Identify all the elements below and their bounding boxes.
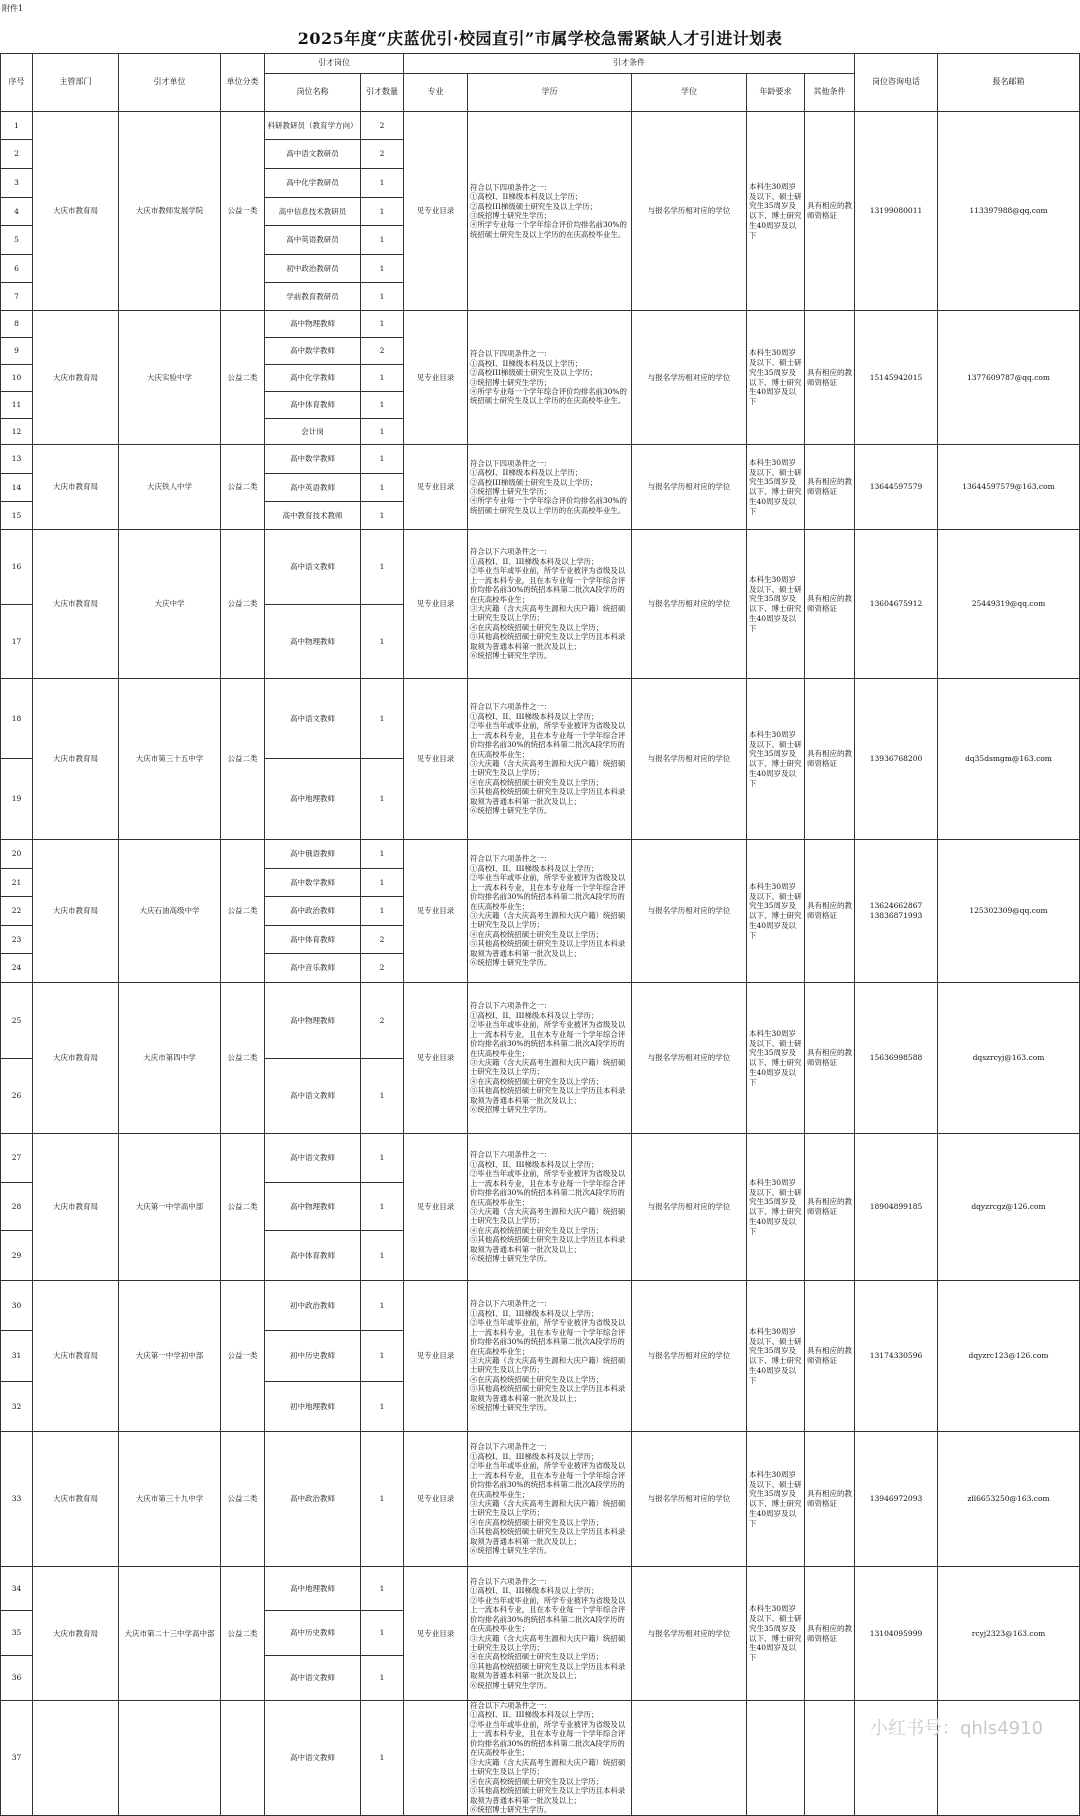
cell-count: 1 (361, 897, 404, 926)
cell-dept: 大庆市教育局 (33, 112, 119, 311)
cell-degree: 与报名学历相对应的学位 (632, 1281, 747, 1432)
page-title: 2025年度“庆蓝优引·校园直引”市属学校急需紧缺人才引进计划表 (297, 29, 783, 48)
cell-category: 公益二类 (221, 1567, 265, 1701)
row-seq: 15 (1, 502, 33, 530)
cell-other: 具有相应的教师资格证 (805, 530, 855, 679)
cell-post-name: 高中音乐教师 (265, 954, 361, 983)
row-seq: 30 (1, 1281, 33, 1331)
cell-major: 见专业目录 (404, 679, 468, 840)
attachment-label: 附件1 (2, 4, 24, 13)
cell-count: 1 (361, 1567, 404, 1611)
row-seq: 23 (1, 926, 33, 954)
header-major: 专业 (404, 74, 468, 112)
header-email: 报名邮箱 (938, 54, 1080, 112)
cell-post-name: 高中语文教师 (265, 1701, 361, 1816)
cell-major: 见专业目录 (404, 112, 468, 311)
cell-dept: 大庆市教育局 (33, 679, 119, 840)
cell-post-name: 高中教育技术教师 (265, 502, 361, 530)
header-age: 年龄要求 (747, 74, 805, 112)
cell-degree: 与报名学历相对应的学位 (632, 983, 747, 1134)
table-row (1, 1432, 1080, 1567)
cell-post-name: 初中地理教师 (265, 1382, 361, 1432)
cell-email[interactable]: 113397988@qq.com (938, 112, 1080, 311)
cell-unit: 大庆市第二十三中学高中部 (119, 1567, 221, 1701)
header-condition-group: 引才条件 (404, 54, 855, 74)
cell-count: 1 (361, 1231, 404, 1281)
row-seq: 27 (1, 1134, 33, 1183)
row-seq: 25 (1, 983, 33, 1059)
row-seq: 16 (1, 530, 33, 605)
cell-post-name: 高中历史教师 (265, 1611, 361, 1656)
cell-post-name: 高中地理教师 (265, 759, 361, 840)
cell-count: 2 (361, 140, 404, 169)
cell-major: 见专业目录 (404, 1567, 468, 1701)
cell-major: 见专业目录 (404, 1281, 468, 1432)
cell-category: 公益一类 (221, 1281, 265, 1432)
cell-unit: 大庆铁人中学 (119, 445, 221, 530)
cell-dept (33, 1701, 119, 1816)
cell-dept: 大庆市教育局 (33, 530, 119, 679)
header-other: 其他条件 (805, 74, 855, 112)
cell-category: 公益二类 (221, 840, 265, 983)
cell-category: 公益二类 (221, 445, 265, 530)
cell-count: 1 (361, 1382, 404, 1432)
cell-unit: 大庆石油高级中学 (119, 840, 221, 983)
cell-phone: 15145942015 (855, 311, 938, 445)
cell-count: 2 (361, 926, 404, 954)
row-seq: 33 (1, 1432, 33, 1567)
header-phone: 岗位咨询电话 (855, 54, 938, 112)
cell-category: 公益二类 (221, 311, 265, 445)
header-category: 单位分类 (221, 54, 265, 112)
cell-major: 见专业目录 (404, 445, 468, 530)
cell-count: 1 (361, 1281, 404, 1331)
cell-count: 1 (361, 530, 404, 605)
cell-post-name: 初中政治教研员 (265, 255, 361, 283)
cell-post-name: 高中英语教研员 (265, 226, 361, 255)
cell-unit: 大庆市第三十五中学 (119, 679, 221, 840)
cell-phone: 13604675912 (855, 530, 938, 679)
row-seq: 28 (1, 1183, 33, 1231)
row-seq: 5 (1, 226, 33, 255)
cell-post-name: 高中物理教师 (265, 605, 361, 679)
cell-count: 1 (361, 169, 404, 198)
table-row (1, 445, 1080, 474)
cell-degree: 与报名学历相对应的学位 (632, 1432, 747, 1567)
row-seq: 7 (1, 283, 33, 311)
cell-other: 具有相应的教师资格证 (805, 1281, 855, 1432)
cell-email[interactable]: dqyzrcgz@126.com (938, 1134, 1080, 1281)
cell-degree: 与报名学历相对应的学位 (632, 530, 747, 679)
cell-education-conditions: 符合以下六项条件之一： ①高校I、II、III梯级本科及以上学历； ②毕业当年或毕业前，所学专业被评为省级及以上一流本科专业，且在本专业每一个学年综合评价均排名前30%的统招本科第二批次A段学历的在庆高校毕业生； ③大庆籍（含大庆高考生源和大庆户籍）统招硕士研究生及以上学历； ④在庆高校统招硕士研究生及以上学历； ⑤其他高校统招硕士研究生及以上学历且本科录取须为普通本科第一批次及以上； ⑥统招博士研究生学历。 (468, 1701, 632, 1816)
cell-count: 1 (361, 392, 404, 419)
row-seq: 36 (1, 1656, 33, 1701)
cell-education-conditions: 符合以下六项条件之一： ①高校I、II、III梯级本科及以上学历； ②毕业当年或毕业前，所学专业被评为省级及以上一流本科专业，且在本专业每一个学年综合评价均排名前30%的统招本科第二批次A段学历的在庆高校毕业生； ③大庆籍（含大庆高考生源和大庆户籍）统招硕士研究生及以上学历； ④在庆高校统招硕士研究生及以上学历； ⑤其他高校统招硕士研究生及以上学历且本科录取须为普通本科第一批次及以上； ⑥统招博士研究生学历。 (468, 679, 632, 840)
cell-education-conditions: 符合以下六项条件之一： ①高校I、II、III梯级本科及以上学历； ②毕业当年或毕业前，所学专业被评为省级及以上一流本科专业，且在本专业每一个学年综合评价均排名前30%的统招本科第二批次A段学历的在庆高校毕业生； ③大庆籍（含大庆高考生源和大庆户籍）统招硕士研究生及以上学历； ④在庆高校统招硕士研究生及以上学历； ⑤其他高校统招硕士研究生及以上学历且本科录取须为普通本科第一批次及以上； ⑥统招博士研究生学历。 (468, 1567, 632, 1701)
cell-email[interactable]: rcyj2323@163.com (938, 1567, 1080, 1701)
cell-post-name: 高中物理教师 (265, 1183, 361, 1231)
cell-post-name: 高中数学教师 (265, 338, 361, 365)
cell-count: 1 (361, 1183, 404, 1231)
cell-other: 具有相应的教师资格证 (805, 1432, 855, 1567)
cell-unit: 大庆实验中学 (119, 311, 221, 445)
cell-age: 本科生30周岁及以下、硕士研究生35周岁及以下、博士研究生40周岁及以下 (747, 1134, 805, 1281)
cell-post-name: 学前教育教研员 (265, 283, 361, 311)
cell-post-name: 高中语文教师 (265, 1656, 361, 1701)
cell-count: 1 (361, 1611, 404, 1656)
cell-dept: 大庆市教育局 (33, 1281, 119, 1432)
cell-unit: 大庆市教师发展学院 (119, 112, 221, 311)
header-degree: 学位 (632, 74, 747, 112)
cell-major: 见专业目录 (404, 983, 468, 1134)
cell-phone: 13936768200 (855, 679, 938, 840)
cell-phone: 13624662867 13836871993 (855, 840, 938, 983)
row-seq: 8 (1, 311, 33, 338)
cell-email[interactable]: 25449319@qq.com (938, 530, 1080, 679)
row-seq: 10 (1, 365, 33, 392)
cell-count: 1 (361, 1134, 404, 1183)
cell-education-conditions: 符合以下六项条件之一： ①高校I、II、III梯级本科及以上学历； ②毕业当年或毕业前，所学专业被评为省级及以上一流本科专业，且在本专业每一个学年综合评价均排名前30%的统招本科第二批次A段学历的在庆高校毕业生； ③大庆籍（含大庆高考生源和大庆户籍）统招硕士研究生及以上学历； ④在庆高校统招硕士研究生及以上学历； ⑤其他高校统招硕士研究生及以上学历且本科录取须为普通本科第一批次及以上； ⑥统招博士研究生学历。 (468, 1432, 632, 1567)
cell-major: 见专业目录 (404, 530, 468, 679)
cell-degree: 与报名学历相对应的学位 (632, 311, 747, 445)
cell-age (747, 1701, 805, 1816)
cell-degree (632, 1701, 747, 1816)
cell-count: 1 (361, 445, 404, 474)
cell-count: 1 (361, 679, 404, 759)
cell-post-name: 初中政治教师 (265, 1281, 361, 1331)
cell-count: 2 (361, 338, 404, 365)
cell-email[interactable]: 13644597579@163.com (938, 445, 1080, 530)
cell-other: 具有相应的教师资格证 (805, 983, 855, 1134)
cell-major: 见专业目录 (404, 1134, 468, 1281)
cell-unit: 大庆中学 (119, 530, 221, 679)
recruitment-table (0, 53, 1080, 1816)
row-seq: 35 (1, 1611, 33, 1656)
cell-category: 公益二类 (221, 1432, 265, 1567)
cell-count: 1 (361, 283, 404, 311)
cell-degree: 与报名学历相对应的学位 (632, 1567, 747, 1701)
table-row (1, 1134, 1080, 1183)
cell-education-conditions: 符合以下六项条件之一： ①高校I、II、III梯级本科及以上学历； ②毕业当年或毕业前，所学专业被评为省级及以上一流本科专业，且在本专业每一个学年综合评价均排名前30%的统招本科第二批次A段学历的在庆高校毕业生； ③大庆籍（含大庆高考生源和大庆户籍）统招硕士研究生及以上学历； ④在庆高校统招硕士研究生及以上学历； ⑤其他高校统招硕士研究生及以上学历且本科录取须为普通本科第一批次及以上； ⑥统招博士研究生学历。 (468, 530, 632, 679)
cell-post-name: 高中信息技术教研员 (265, 198, 361, 226)
cell-post-name: 高中语文教研员 (265, 140, 361, 169)
row-seq: 12 (1, 419, 33, 445)
cell-post-name: 高中体育教师 (265, 1231, 361, 1281)
cell-post-name: 初中历史教师 (265, 1331, 361, 1382)
cell-post-name: 高中俄语教师 (265, 840, 361, 869)
cell-other: 具有相应的教师资格证 (805, 1134, 855, 1281)
cell-phone: 13644597579 (855, 445, 938, 530)
cell-education-conditions: 符合以下四项条件之一： ①高校I、II梯级本科及以上学历； ②高校III梯级硕士研究生及以上学历； ③统招博士研究生学历； ④所学专业每一个学年综合评价均排名前30%的统招硕士研究生及以上学历的在庆高校毕业生。 (468, 112, 632, 311)
cell-post-name: 高中数学教师 (265, 445, 361, 474)
row-seq: 1 (1, 112, 33, 140)
cell-education-conditions: 符合以下六项条件之一： ①高校I、II、III梯级本科及以上学历； ②毕业当年或毕业前，所学专业被评为省级及以上一流本科专业，且在本专业每一个学年综合评价均排名前30%的统招本科第二批次A段学历的在庆高校毕业生； ③大庆籍（含大庆高考生源和大庆户籍）统招硕士研究生及以上学历； ④在庆高校统招硕士研究生及以上学历； ⑤其他高校统招硕士研究生及以上学历且本科录取须为普通本科第一批次及以上； ⑥统招博士研究生学历。 (468, 983, 632, 1134)
row-seq: 9 (1, 338, 33, 365)
cell-count: 1 (361, 474, 404, 502)
row-seq: 24 (1, 954, 33, 983)
cell-count: 1 (361, 605, 404, 679)
header-post-group: 引才岗位 (265, 54, 404, 74)
table-row (1, 1281, 1080, 1331)
cell-post-name: 高中化学教研员 (265, 169, 361, 198)
cell-other: 具有相应的教师资格证 (805, 445, 855, 530)
cell-education-conditions: 符合以下六项条件之一： ①高校I、II、III梯级本科及以上学历； ②毕业当年或毕业前，所学专业被评为省级及以上一流本科专业，且在本专业每一个学年综合评价均排名前30%的统招本科第二批次A段学历的在庆高校毕业生； ③大庆籍（含大庆高考生源和大庆户籍）统招硕士研究生及以上学历； ④在庆高校统招硕士研究生及以上学历； ⑤其他高校统招硕士研究生及以上学历且本科录取须为普通本科第一批次及以上； ⑥统招博士研究生学历。 (468, 840, 632, 983)
cell-education-conditions: 符合以下六项条件之一： ①高校I、II、III梯级本科及以上学历； ②毕业当年或毕业前，所学专业被评为省级及以上一流本科专业，且在本专业每一个学年综合评价均排名前30%的统招本科第二批次A段学历的在庆高校毕业生； ③大庆籍（含大庆高考生源和大庆户籍）统招硕士研究生及以上学历； ④在庆高校统招硕士研究生及以上学历； ⑤其他高校统招硕士研究生及以上学历且本科录取须为普通本科第一批次及以上； ⑥统招博士研究生学历。 (468, 1281, 632, 1432)
cell-count: 1 (361, 1656, 404, 1701)
cell-post-name: 高中语文教师 (265, 1059, 361, 1134)
cell-post-name: 高中英语教师 (265, 474, 361, 502)
cell-category: 公益二类 (221, 530, 265, 679)
cell-age: 本科生30周岁及以下、硕士研究生35周岁及以下、博士研究生40周岁及以下 (747, 840, 805, 983)
cell-post-name: 科研教研员（教育学方向） (265, 112, 361, 140)
cell-dept: 大庆市教育局 (33, 445, 119, 530)
cell-post-name: 高中地理教师 (265, 1567, 361, 1611)
cell-category: 公益二类 (221, 983, 265, 1134)
header-dept: 主管部门 (33, 54, 119, 112)
cell-unit: 大庆第一中学初中部 (119, 1281, 221, 1432)
cell-degree: 与报名学历相对应的学位 (632, 840, 747, 983)
cell-count: 1 (361, 365, 404, 392)
cell-other (805, 1701, 855, 1816)
cell-count: 1 (361, 255, 404, 283)
cell-category (221, 1701, 265, 1816)
cell-phone: 18904899185 (855, 1134, 938, 1281)
row-seq: 21 (1, 869, 33, 897)
row-seq: 19 (1, 759, 33, 840)
cell-dept: 大庆市教育局 (33, 840, 119, 983)
row-seq: 3 (1, 169, 33, 198)
cell-major: 见专业目录 (404, 311, 468, 445)
row-seq: 34 (1, 1567, 33, 1611)
cell-count: 1 (361, 311, 404, 338)
table-row (1, 112, 1080, 140)
cell-other: 具有相应的教师资格证 (805, 679, 855, 840)
cell-category: 公益二类 (221, 679, 265, 840)
cell-count: 1 (361, 759, 404, 840)
cell-age: 本科生30周岁及以下、硕士研究生35周岁及以下、博士研究生40周岁及以下 (747, 983, 805, 1134)
row-seq: 29 (1, 1231, 33, 1281)
cell-post-name: 高中语文教师 (265, 530, 361, 605)
cell-education-conditions: 符合以下四项条件之一： ①高校I、II梯级本科及以上学历； ②高校III梯级硕士研究生及以上学历； ③统招博士研究生学历； ④所学专业每一个学年综合评价均排名前30%的统招硕士研究生及以上学历的在庆高校毕业生。 (468, 311, 632, 445)
table-row (1, 1567, 1080, 1611)
cell-count: 1 (361, 1331, 404, 1382)
row-seq: 37 (1, 1701, 33, 1816)
cell-unit: 大庆市第四中学 (119, 983, 221, 1134)
cell-category: 公益二类 (221, 1134, 265, 1281)
cell-count: 1 (361, 419, 404, 445)
cell-email[interactable]: dqszrcyj@163.com (938, 983, 1080, 1134)
cell-major (404, 1701, 468, 1816)
cell-category: 公益一类 (221, 112, 265, 311)
cell-degree: 与报名学历相对应的学位 (632, 1134, 747, 1281)
cell-post-name: 高中数学教师 (265, 869, 361, 897)
cell-count: 2 (361, 983, 404, 1059)
cell-education-conditions: 符合以下四项条件之一： ①高校I、II梯级本科及以上学历； ②高校III梯级硕士研究生及以上学历； ③统招博士研究生学历； ④所学专业每一个学年综合评价均排名前30%的统招硕士研究生及以上学历的在庆高校毕业生。 (468, 445, 632, 530)
cell-age: 本科生30周岁及以下、硕士研究生35周岁及以下、博士研究生40周岁及以下 (747, 112, 805, 311)
cell-dept: 大庆市教育局 (33, 1567, 119, 1701)
cell-other: 具有相应的教师资格证 (805, 1567, 855, 1701)
cell-age: 本科生30周岁及以下、硕士研究生35周岁及以下、博士研究生40周岁及以下 (747, 530, 805, 679)
row-seq: 17 (1, 605, 33, 679)
cell-count: 1 (361, 198, 404, 226)
cell-count: 1 (361, 226, 404, 255)
row-seq: 20 (1, 840, 33, 869)
cell-degree: 与报名学历相对应的学位 (632, 679, 747, 840)
cell-email[interactable]: 125302309@qq.com (938, 840, 1080, 983)
cell-dept: 大庆市教育局 (33, 1134, 119, 1281)
row-seq: 4 (1, 198, 33, 226)
row-seq: 32 (1, 1382, 33, 1432)
row-seq: 18 (1, 679, 33, 759)
row-seq: 26 (1, 1059, 33, 1134)
cell-age: 本科生30周岁及以下、硕士研究生35周岁及以下、博士研究生40周岁及以下 (747, 1281, 805, 1432)
cell-phone: 13104095999 (855, 1567, 938, 1701)
cell-post-name: 高中语文教师 (265, 679, 361, 759)
cell-unit (119, 1701, 221, 1816)
cell-phone: 13199080011 (855, 112, 938, 311)
cell-other: 具有相应的教师资格证 (805, 112, 855, 311)
table-row (1, 983, 1080, 1059)
header-education: 学历 (468, 74, 632, 112)
cell-age: 本科生30周岁及以下、硕士研究生35周岁及以下、博士研究生40周岁及以下 (747, 311, 805, 445)
cell-other: 具有相应的教师资格证 (805, 840, 855, 983)
header-post-name: 岗位名称 (265, 74, 361, 112)
row-seq: 22 (1, 897, 33, 926)
cell-count: 2 (361, 112, 404, 140)
row-seq: 11 (1, 392, 33, 419)
cell-post-name: 会计岗 (265, 419, 361, 445)
cell-major: 见专业目录 (404, 1432, 468, 1567)
cell-major: 见专业目录 (404, 840, 468, 983)
cell-post-name: 高中物理教师 (265, 311, 361, 338)
cell-post-name: 高中政治教师 (265, 897, 361, 926)
cell-unit: 大庆市第三十九中学 (119, 1432, 221, 1567)
cell-email[interactable]: dq35dsmgm@163.com (938, 679, 1080, 840)
table-row (1, 679, 1080, 759)
table-row (1, 840, 1080, 869)
cell-age: 本科生30周岁及以下、硕士研究生35周岁及以下、博士研究生40周岁及以下 (747, 679, 805, 840)
cell-dept: 大庆市教育局 (33, 1432, 119, 1567)
cell-count: 1 (361, 1432, 404, 1567)
cell-count: 2 (361, 954, 404, 983)
cell-age: 本科生30周岁及以下、硕士研究生35周岁及以下、博士研究生40周岁及以下 (747, 1432, 805, 1567)
cell-post-name: 高中物理教师 (265, 983, 361, 1059)
watermark: 小红书号：qhls4910 (870, 1718, 1044, 1739)
table-row (1, 530, 1080, 605)
cell-dept: 大庆市教育局 (33, 311, 119, 445)
cell-post-name: 高中体育教师 (265, 926, 361, 954)
cell-other: 具有相应的教师资格证 (805, 311, 855, 445)
cell-unit: 大庆第一中学高中部 (119, 1134, 221, 1281)
cell-phone: 15636998588 (855, 983, 938, 1134)
cell-count: 1 (361, 502, 404, 530)
row-seq: 14 (1, 474, 33, 502)
header-unit: 引才单位 (119, 54, 221, 112)
cell-age: 本科生30周岁及以下、硕士研究生35周岁及以下、博士研究生40周岁及以下 (747, 445, 805, 530)
cell-email[interactable]: dqyzrc123@126.com (938, 1281, 1080, 1432)
cell-post-name: 高中政治教师 (265, 1432, 361, 1567)
cell-dept: 大庆市教育局 (33, 983, 119, 1134)
cell-degree: 与报名学历相对应的学位 (632, 112, 747, 311)
cell-count: 1 (361, 869, 404, 897)
cell-email[interactable]: zll6653250@163.com (938, 1432, 1080, 1567)
row-seq: 13 (1, 445, 33, 474)
table-row (1, 311, 1080, 338)
cell-degree: 与报名学历相对应的学位 (632, 445, 747, 530)
cell-count: 1 (361, 1059, 404, 1134)
cell-email[interactable]: 1377609787@qq.com (938, 311, 1080, 445)
header-seq: 序号 (1, 54, 33, 112)
row-seq: 31 (1, 1331, 33, 1382)
cell-education-conditions: 符合以下六项条件之一： ①高校I、II、III梯级本科及以上学历； ②毕业当年或毕业前，所学专业被评为省级及以上一流本科专业，且在本专业每一个学年综合评价均排名前30%的统招本科第二批次A段学历的在庆高校毕业生； ③大庆籍（含大庆高考生源和大庆户籍）统招硕士研究生及以上学历； ④在庆高校统招硕士研究生及以上学历； ⑤其他高校统招硕士研究生及以上学历且本科录取须为普通本科第一批次及以上； ⑥统招博士研究生学历。 (468, 1134, 632, 1281)
cell-age: 本科生30周岁及以下、硕士研究生35周岁及以下、博士研究生40周岁及以下 (747, 1567, 805, 1701)
cell-post-name: 高中体育教师 (265, 392, 361, 419)
cell-count: 1 (361, 1701, 404, 1816)
cell-post-name: 高中语文教师 (265, 1134, 361, 1183)
cell-phone: 13174330596 (855, 1281, 938, 1432)
row-seq: 6 (1, 255, 33, 283)
header-count: 引才数量 (361, 74, 404, 112)
row-seq: 2 (1, 140, 33, 169)
cell-phone: 13946972093 (855, 1432, 938, 1567)
cell-post-name: 高中化学教师 (265, 365, 361, 392)
cell-count: 1 (361, 840, 404, 869)
